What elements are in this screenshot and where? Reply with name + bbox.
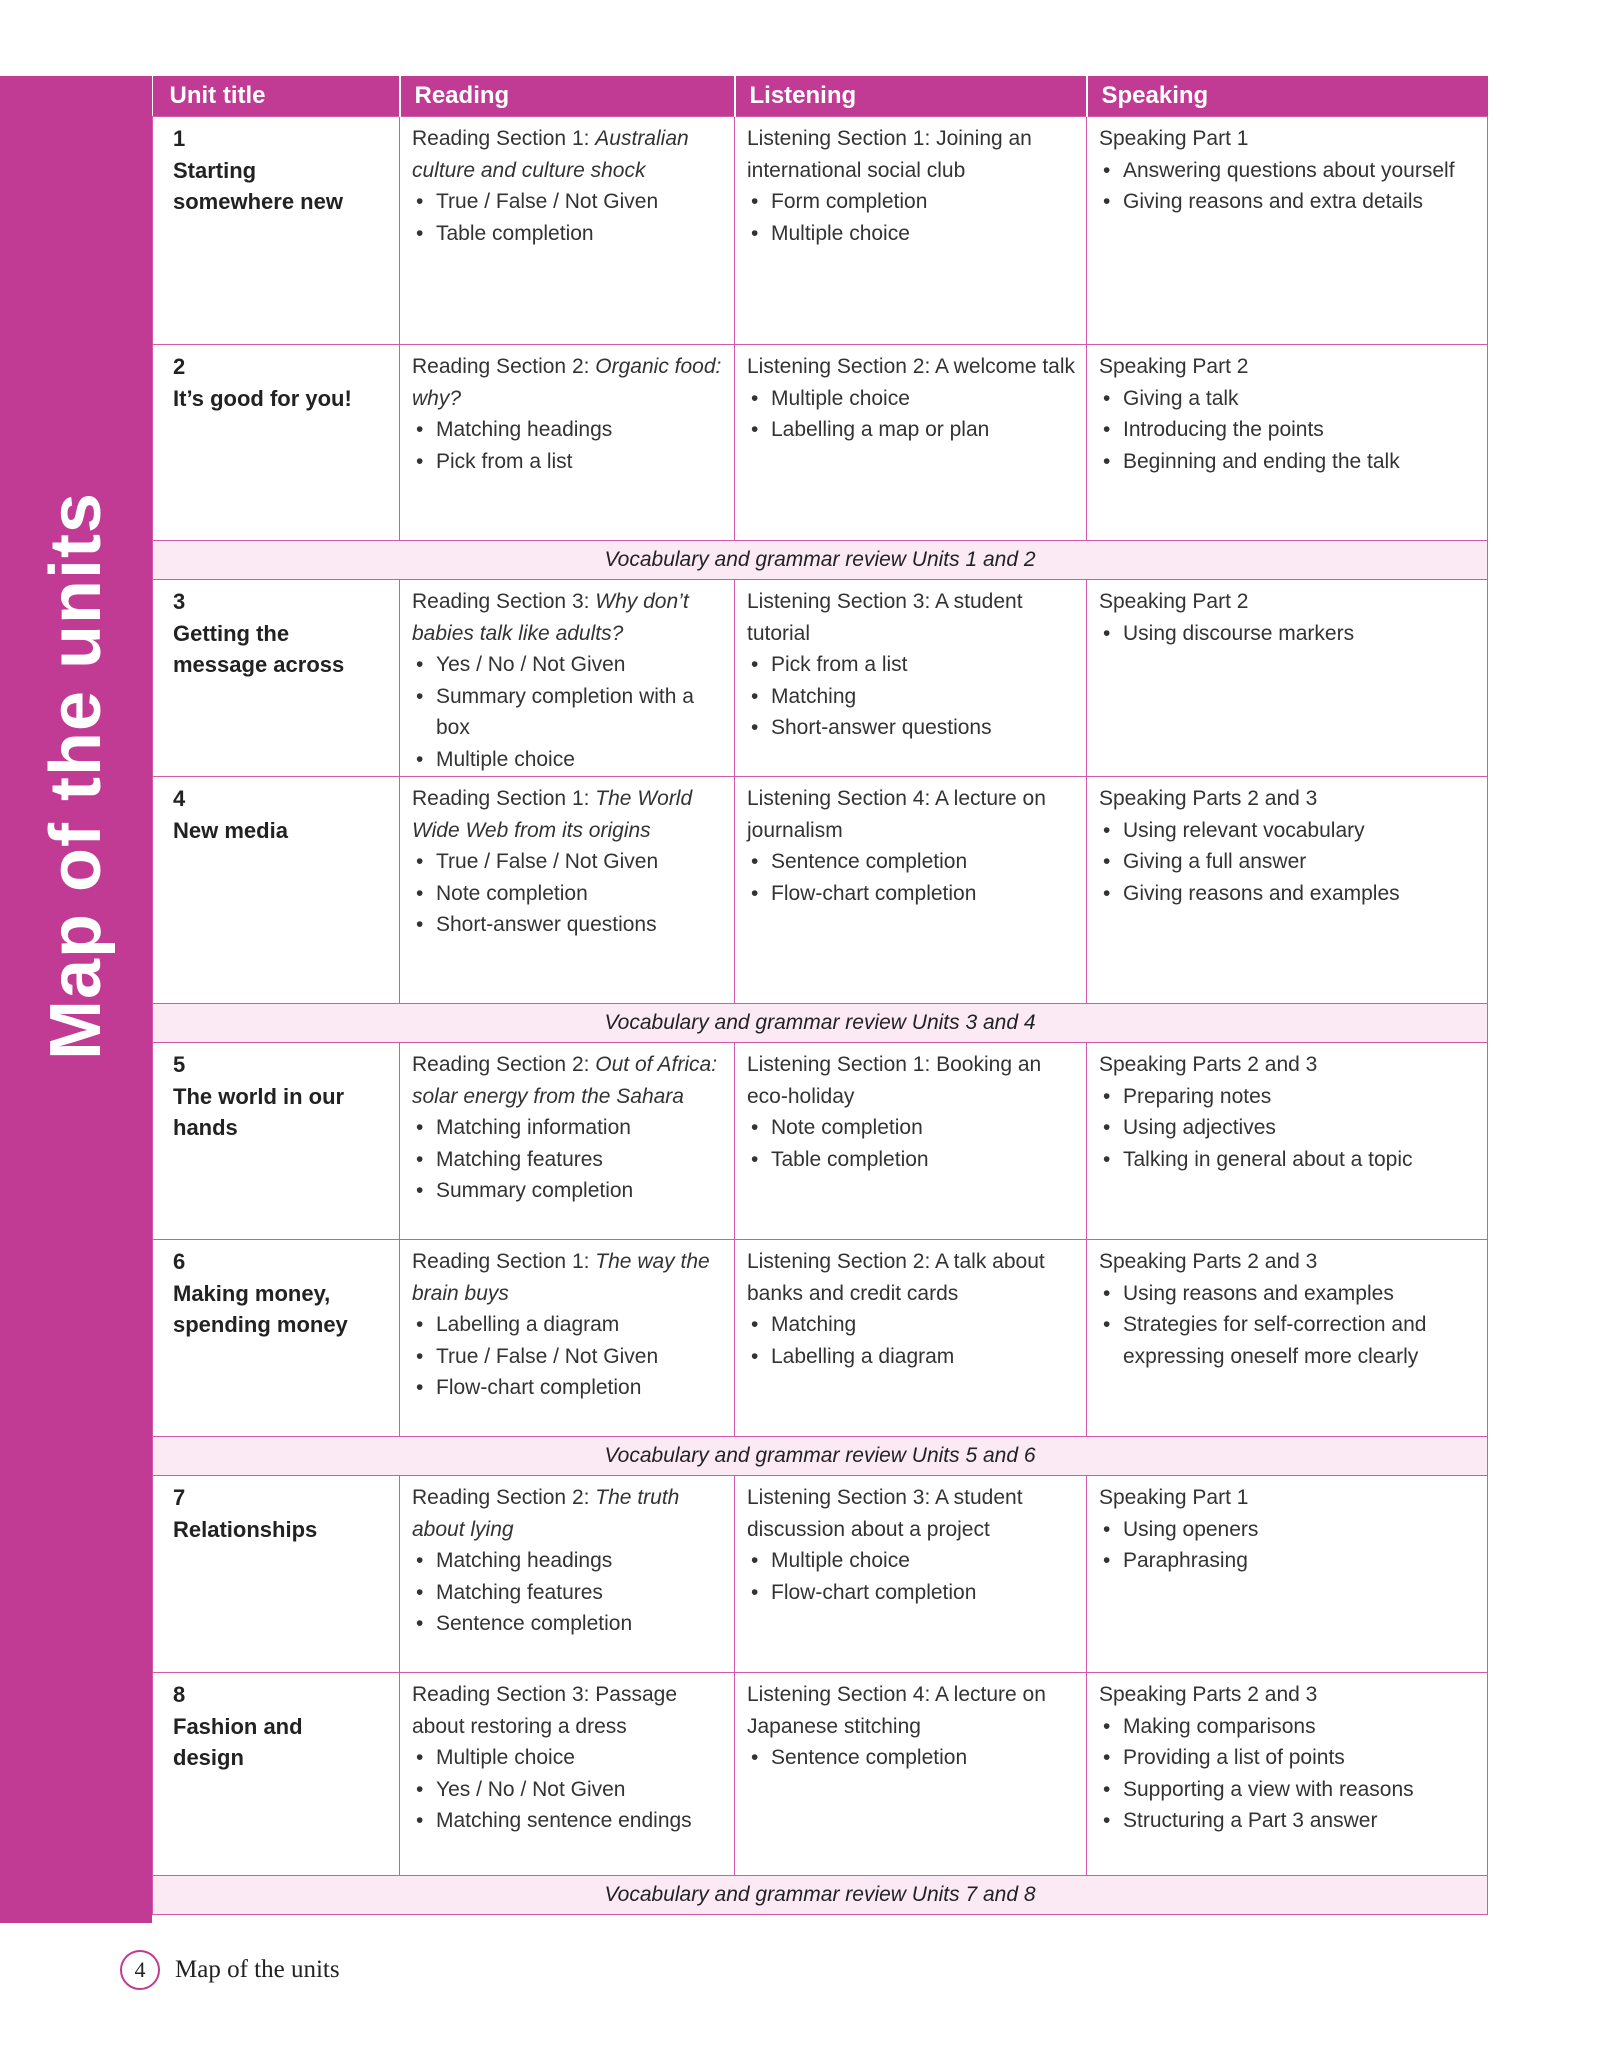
reading-list — [412, 186, 724, 249]
list-item: • True / False / Not Given — [412, 846, 724, 878]
unit-title-cell — [153, 777, 400, 1004]
reading-section: Reading Section 1: — [412, 127, 596, 150]
reading-section: Reading Section 3: Passage about restoring a dress — [412, 1683, 678, 1738]
unit-title-cell — [153, 117, 400, 345]
units-table — [152, 76, 1488, 1915]
speaking-heading: Speaking Parts 2 and 3 — [1099, 1053, 1318, 1076]
listening-cell — [735, 580, 1087, 777]
review-label: Vocabulary and grammar review Units 7 and 8 — [153, 1876, 1488, 1915]
listening-cell — [735, 1043, 1087, 1240]
sidebar — [0, 76, 152, 1923]
unit-name: Getting the message across — [173, 620, 345, 677]
list-item: • True / False / Not Given — [412, 1341, 724, 1373]
footer-label: Map of the units — [175, 1956, 340, 1983]
unit-title-cell — [153, 1240, 400, 1437]
reading-heading — [412, 586, 724, 649]
speaking-cell — [1087, 1240, 1488, 1437]
list-item: • Multiple choice — [412, 744, 724, 776]
reading-section: Reading Section 2: — [412, 355, 596, 378]
list-item: • Summary completion — [412, 1175, 724, 1207]
list-item: • Making comparisons — [1099, 1711, 1477, 1743]
review-row — [153, 1437, 1488, 1476]
reading-heading — [412, 123, 724, 186]
unit-number: 5 — [173, 1052, 186, 1077]
speaking-list — [1099, 155, 1477, 218]
list-item: • Strategies for self-correction and expressing oneself more clearly — [1099, 1309, 1477, 1372]
listening-list — [747, 1112, 1076, 1175]
reading-heading — [412, 1246, 724, 1309]
reading-list — [412, 414, 724, 477]
reading-heading — [412, 351, 724, 414]
speaking-list — [1099, 1081, 1477, 1176]
reading-section: Reading Section 1: — [412, 1250, 596, 1273]
unit-number: 6 — [173, 1249, 186, 1274]
list-item: • Multiple choice — [747, 218, 1076, 250]
reading-list — [412, 649, 724, 775]
list-item: • Note completion — [747, 1112, 1076, 1144]
list-item: • Supporting a view with reasons — [1099, 1774, 1477, 1806]
listening-cell — [735, 1476, 1087, 1673]
listening-heading: Listening Section 3: A student tutorial — [747, 590, 1023, 645]
reading-list — [412, 1545, 724, 1640]
reading-cell — [400, 1673, 735, 1876]
unit-number: 7 — [173, 1485, 186, 1510]
list-item: • Note completion — [412, 878, 724, 910]
reading-cell — [400, 1240, 735, 1437]
speaking-heading: Speaking Part 2 — [1099, 355, 1249, 378]
page-number: 4 — [120, 1950, 160, 1990]
unit-number: 4 — [173, 786, 186, 811]
list-item: • Flow-chart completion — [747, 878, 1076, 910]
listening-heading: Listening Section 4: A lecture on journalism — [747, 787, 1046, 842]
list-item: • Labelling a map or plan — [747, 414, 1076, 446]
list-item: • Yes / No / Not Given — [412, 1774, 724, 1806]
list-item: • Matching — [747, 681, 1076, 713]
reading-section: Reading Section 3: — [412, 590, 596, 613]
sidebar-title: Map of the units — [36, 492, 116, 1060]
list-item: • Sentence completion — [747, 1742, 1076, 1774]
list-item: • Labelling a diagram — [412, 1309, 724, 1341]
unit-title-cell — [153, 1476, 400, 1673]
unit-row — [153, 1043, 1488, 1240]
list-item: • Table completion — [747, 1144, 1076, 1176]
unit-row — [153, 1673, 1488, 1876]
unit-name: The world in our hands — [173, 1083, 345, 1140]
list-item: • Multiple choice — [412, 1742, 724, 1774]
list-item: • Providing a list of points — [1099, 1742, 1477, 1774]
list-item: • Answering questions about yourself — [1099, 155, 1477, 187]
listening-heading: Listening Section 4: A lecture on Japanese stitching — [747, 1683, 1046, 1738]
unit-row — [153, 580, 1488, 777]
listening-list — [747, 1309, 1076, 1372]
unit-title-cell — [153, 1673, 400, 1876]
unit-title-cell — [153, 580, 400, 777]
list-item: • Flow-chart completion — [412, 1372, 724, 1404]
list-item: • Matching headings — [412, 1545, 724, 1577]
list-item: • Giving reasons and examples — [1099, 878, 1477, 910]
speaking-list — [1099, 383, 1477, 478]
list-item: • Matching features — [412, 1577, 724, 1609]
list-item: • Pick from a list — [747, 649, 1076, 681]
list-item: • Matching information — [412, 1112, 724, 1144]
reading-topic: Organic food: why? — [412, 355, 722, 410]
unit-name: Starting somewhere new — [173, 157, 343, 214]
listening-list — [747, 846, 1076, 909]
listening-list — [747, 649, 1076, 744]
listening-list — [747, 186, 1076, 249]
reading-section: Reading Section 2: — [412, 1486, 596, 1509]
list-item: • Using adjectives — [1099, 1112, 1477, 1144]
listening-heading: Listening Section 1: Booking an eco-holiday — [747, 1053, 1042, 1108]
listening-cell — [735, 777, 1087, 1004]
list-item: • Matching headings — [412, 414, 724, 446]
reading-topic: The World Wide Web from its origins — [412, 787, 693, 842]
list-item: • Using openers — [1099, 1514, 1477, 1546]
reading-cell — [400, 1043, 735, 1240]
list-item: • Table completion — [412, 218, 724, 250]
unit-name: Making money, spending money — [173, 1280, 348, 1337]
listening-cell — [735, 1240, 1087, 1437]
speaking-list — [1099, 1278, 1477, 1373]
unit-number: 2 — [173, 354, 186, 379]
header-listening: Listening — [735, 76, 1087, 117]
speaking-cell — [1087, 1476, 1488, 1673]
speaking-list — [1099, 815, 1477, 910]
speaking-heading: Speaking Parts 2 and 3 — [1099, 787, 1318, 810]
list-item: • Giving a full answer — [1099, 846, 1477, 878]
review-row — [153, 1876, 1488, 1915]
listening-cell — [735, 1673, 1087, 1876]
header-reading: Reading — [400, 76, 735, 117]
reading-list — [412, 846, 724, 941]
list-item: • Using reasons and examples — [1099, 1278, 1477, 1310]
reading-topic: The truth about lying — [412, 1486, 680, 1541]
reading-cell — [400, 580, 735, 777]
listening-list — [747, 383, 1076, 446]
unit-name: Relationships — [173, 1516, 318, 1542]
list-item: • Introducing the points — [1099, 414, 1477, 446]
speaking-heading: Speaking Parts 2 and 3 — [1099, 1250, 1318, 1273]
list-item: • Paraphrasing — [1099, 1545, 1477, 1577]
reading-heading — [412, 1049, 724, 1112]
list-item: • True / False / Not Given — [412, 186, 724, 218]
unit-name: It’s good for you! — [173, 385, 352, 411]
reading-cell — [400, 345, 735, 541]
unit-number: 3 — [173, 589, 186, 614]
reading-list — [412, 1309, 724, 1404]
list-item: • Flow-chart completion — [747, 1577, 1076, 1609]
listening-list — [747, 1545, 1076, 1608]
unit-row — [153, 1240, 1488, 1437]
speaking-heading: Speaking Parts 2 and 3 — [1099, 1683, 1318, 1706]
speaking-heading: Speaking Part 1 — [1099, 127, 1249, 150]
unit-name: Fashion and design — [173, 1713, 303, 1770]
list-item: • Pick from a list — [412, 446, 724, 478]
header-speaking: Speaking — [1087, 76, 1488, 117]
reading-heading — [412, 1482, 724, 1545]
reading-heading — [412, 783, 724, 846]
list-item: • Matching — [747, 1309, 1076, 1341]
page-footer — [120, 1946, 340, 1994]
listening-heading: Listening Section 2: A talk about banks and credit cards — [747, 1250, 1045, 1305]
list-item: • Giving reasons and extra details — [1099, 186, 1477, 218]
list-item: • Multiple choice — [747, 383, 1076, 415]
list-item: • Sentence completion — [412, 1608, 724, 1640]
unit-row — [153, 777, 1488, 1004]
list-item: • Preparing notes — [1099, 1081, 1477, 1113]
listening-heading: Listening Section 3: A student discussion about a project — [747, 1486, 1023, 1541]
reading-section: Reading Section 1: — [412, 787, 596, 810]
reading-cell — [400, 117, 735, 345]
unit-number: 1 — [173, 126, 186, 151]
listening-cell — [735, 117, 1087, 345]
speaking-cell — [1087, 1043, 1488, 1240]
list-item: • Summary completion with a box — [412, 681, 724, 744]
reading-topic: Why don’t babies talk like adults? — [412, 590, 689, 645]
header-unit-title: Unit title — [153, 76, 400, 117]
list-item: • Short-answer questions — [412, 909, 724, 941]
unit-title-cell — [153, 345, 400, 541]
reading-heading — [412, 1679, 724, 1742]
list-item: • Using discourse markers — [1099, 618, 1477, 650]
review-label: Vocabulary and grammar review Units 3 and 4 — [153, 1004, 1488, 1043]
speaking-cell — [1087, 117, 1488, 345]
unit-row — [153, 345, 1488, 541]
unit-row — [153, 117, 1488, 345]
list-item: • Sentence completion — [747, 846, 1076, 878]
speaking-list — [1099, 1711, 1477, 1837]
list-item: • Structuring a Part 3 answer — [1099, 1805, 1477, 1837]
reading-cell — [400, 1476, 735, 1673]
list-item: • Matching sentence endings — [412, 1805, 724, 1837]
speaking-heading: Speaking Part 1 — [1099, 1486, 1249, 1509]
speaking-list — [1099, 618, 1477, 650]
list-item: • Beginning and ending the talk — [1099, 446, 1477, 478]
list-item: • Talking in general about a topic — [1099, 1144, 1477, 1176]
list-item: • Short-answer questions — [747, 712, 1076, 744]
listening-heading: Listening Section 2: A welcome talk — [747, 355, 1076, 378]
list-item: • Form completion — [747, 186, 1076, 218]
listening-heading: Listening Section 1: Joining an international social club — [747, 127, 1032, 182]
unit-title-cell — [153, 1043, 400, 1240]
review-label: Vocabulary and grammar review Units 5 and 6 — [153, 1437, 1488, 1476]
list-item: • Multiple choice — [747, 1545, 1076, 1577]
list-item: • Giving a talk — [1099, 383, 1477, 415]
reading-list — [412, 1112, 724, 1207]
reading-topic: Australian culture and culture shock — [412, 127, 689, 182]
review-label: Vocabulary and grammar review Units 1 and 2 — [153, 541, 1488, 580]
list-item: • Labelling a diagram — [747, 1341, 1076, 1373]
speaking-list — [1099, 1514, 1477, 1577]
listening-cell — [735, 345, 1087, 541]
table-header-row — [153, 76, 1488, 117]
reading-list — [412, 1742, 724, 1837]
review-row — [153, 541, 1488, 580]
unit-name: New media — [173, 817, 288, 843]
list-item: • Matching features — [412, 1144, 724, 1176]
reading-section: Reading Section 2: — [412, 1053, 596, 1076]
speaking-cell — [1087, 777, 1488, 1004]
reading-topic: Out of Africa: solar energy from the Sahara — [412, 1053, 718, 1108]
reading-topic: The way the brain buys — [412, 1250, 710, 1305]
unit-row — [153, 1476, 1488, 1673]
list-item: • Using relevant vocabulary — [1099, 815, 1477, 847]
speaking-cell — [1087, 1673, 1488, 1876]
unit-number: 8 — [173, 1682, 186, 1707]
reading-cell — [400, 777, 735, 1004]
list-item: • Yes / No / Not Given — [412, 649, 724, 681]
speaking-cell — [1087, 580, 1488, 777]
listening-list — [747, 1742, 1076, 1774]
review-row — [153, 1004, 1488, 1043]
speaking-cell — [1087, 345, 1488, 541]
speaking-heading: Speaking Part 2 — [1099, 590, 1249, 613]
